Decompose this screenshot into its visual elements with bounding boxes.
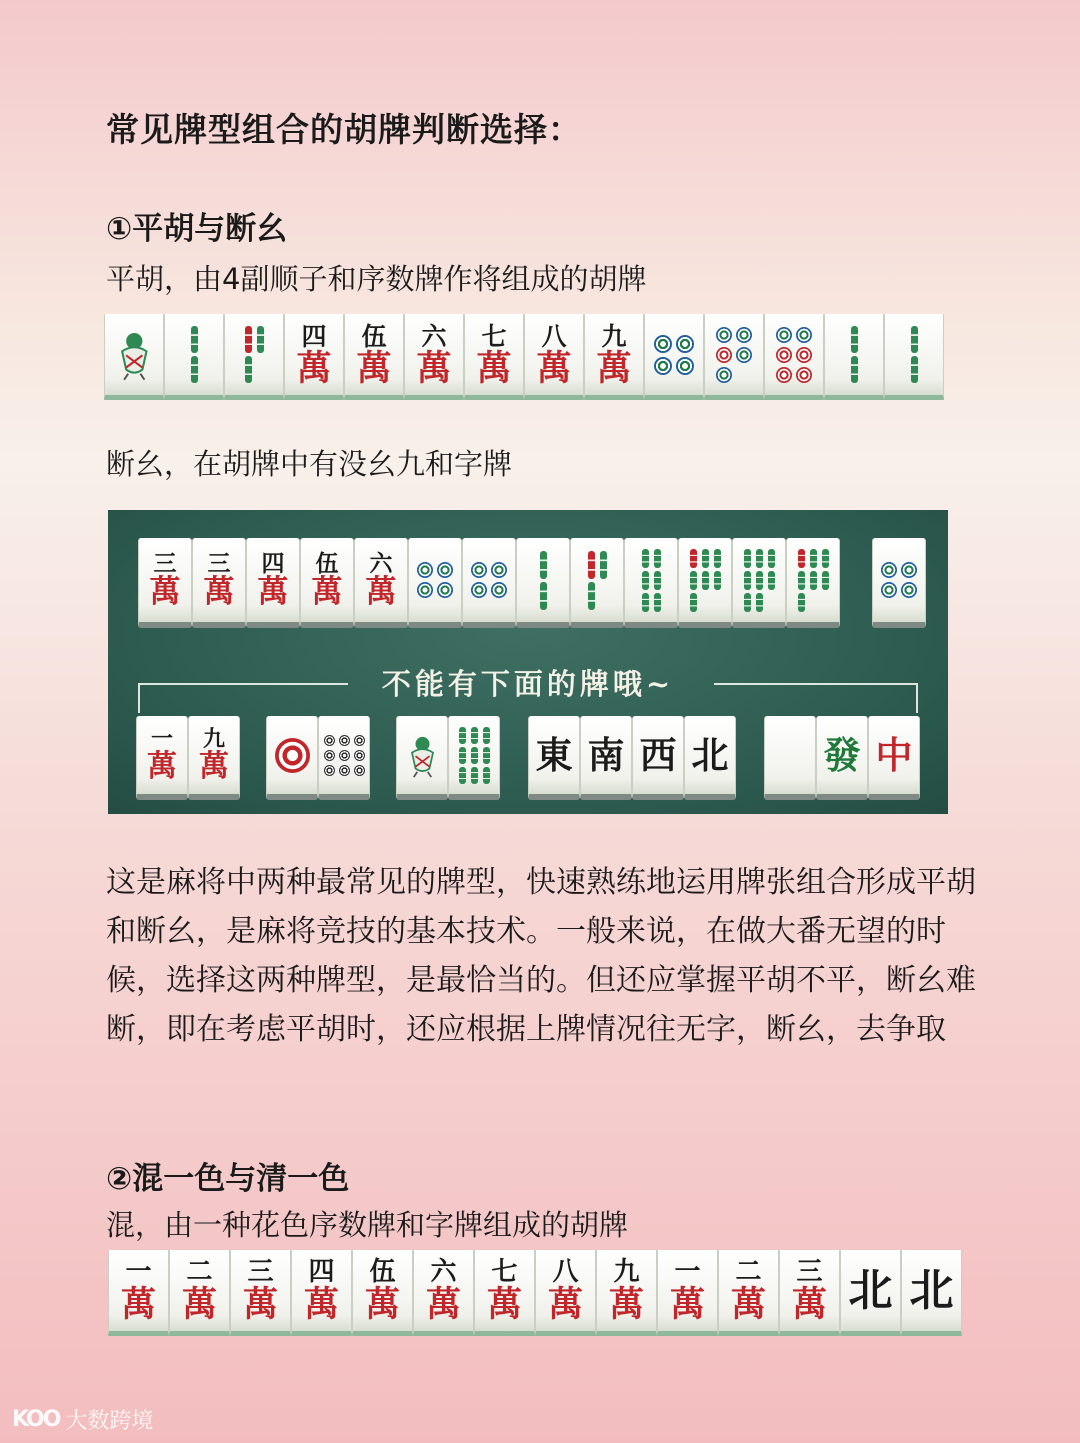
character-tile <box>464 314 524 400</box>
wan-character: 萬 <box>536 347 572 389</box>
dot-icon <box>491 582 507 598</box>
wan-character: 萬 <box>364 1284 400 1325</box>
dot-icon <box>736 327 752 343</box>
bamboo-stick-icon <box>702 571 709 590</box>
circle-tile <box>764 314 824 400</box>
bamboo-stick-icon <box>911 326 918 353</box>
circle-dots <box>324 735 365 776</box>
circle-dots <box>417 562 453 598</box>
honor-tile <box>840 1250 901 1336</box>
bamboo-stick-icon <box>798 593 805 612</box>
bamboo-stick-icon <box>690 593 697 612</box>
dot-icon <box>736 347 752 363</box>
wan-character: 萬 <box>303 1284 339 1325</box>
dot-icon <box>901 582 917 598</box>
bamboo-stick-icon <box>483 727 490 744</box>
dot-icon <box>324 765 335 776</box>
bamboo-stick-icon <box>191 326 198 353</box>
wan-character: 萬 <box>242 1284 278 1325</box>
bamboo-stick-icon <box>768 549 775 568</box>
bamboo-sticks <box>689 549 721 612</box>
honor-tile <box>816 716 868 800</box>
dot-icon <box>437 582 453 598</box>
bamboo-sticks <box>910 326 918 383</box>
dot-icon <box>676 357 694 375</box>
duanyao-winning-tile <box>872 538 926 628</box>
bamboo-stick-icon <box>245 326 252 353</box>
character-tile <box>284 314 344 400</box>
dot-icon <box>654 357 672 375</box>
dot-icon <box>354 750 365 761</box>
character-tile <box>596 1250 657 1336</box>
bamboo-stick-icon <box>471 727 478 744</box>
bamboo-stick-icon <box>540 582 547 610</box>
wan-character: 萬 <box>730 1284 766 1325</box>
circle-dots <box>654 335 694 375</box>
tile-number: 六 <box>430 1257 457 1287</box>
bamboo-tile <box>224 314 284 400</box>
bamboo-stick-icon <box>642 593 649 612</box>
circle-dots <box>881 562 917 598</box>
bamboo-sticks <box>743 549 775 612</box>
bamboo-stick-icon <box>690 571 697 590</box>
bamboo-stick-icon <box>471 767 478 784</box>
bamboo-sticks <box>458 727 490 784</box>
tile-number: 三 <box>207 550 231 577</box>
character-tile <box>404 314 464 400</box>
dot-icon <box>324 750 335 761</box>
bamboo-tile <box>884 314 944 400</box>
circle-tile <box>644 314 704 400</box>
wan-character: 萬 <box>311 574 343 610</box>
dot-icon <box>776 327 792 343</box>
circle-tile <box>266 716 318 800</box>
bamboo-stick-icon <box>483 767 490 784</box>
character-tile <box>657 1250 718 1336</box>
wan-character: 萬 <box>296 347 332 389</box>
bamboo-stick-icon <box>245 356 252 383</box>
honor-tile <box>868 716 920 800</box>
character-tile <box>779 1250 840 1336</box>
dot-icon <box>716 347 732 363</box>
duanyao-description: 断幺，在胡牌中有没幺九和字牌 <box>106 447 513 481</box>
circle-tile <box>318 716 370 800</box>
dot-icon <box>676 335 694 353</box>
bamboo-tile <box>164 314 224 400</box>
bamboo-stick-icon <box>459 727 466 744</box>
wan-character: 萬 <box>120 1284 156 1325</box>
bamboo-stick-icon <box>600 551 607 579</box>
circle-tile <box>462 538 516 628</box>
honor-character: 東 <box>535 732 573 777</box>
hunyise-tile-strip <box>108 1250 962 1336</box>
wan-character: 萬 <box>365 574 397 610</box>
dot-icon <box>339 750 350 761</box>
bamboo-stick-icon <box>459 747 466 764</box>
bamboo-stick-icon <box>744 549 751 568</box>
section2-heading: ②混一色与清一色 <box>106 1161 350 1197</box>
dot-icon <box>776 347 792 363</box>
wan-character: 萬 <box>608 1284 644 1325</box>
bamboo-sticks <box>244 326 264 383</box>
forbidden-group <box>764 716 920 800</box>
wan-character: 萬 <box>149 574 181 610</box>
forbidden-group <box>528 716 736 800</box>
bamboo-tile <box>786 538 840 628</box>
bamboo-tile <box>824 314 884 400</box>
tile-number: 八 <box>541 321 567 351</box>
tile-number: 六 <box>421 321 447 351</box>
dot-icon <box>339 765 350 776</box>
honor-character: 西 <box>639 732 677 777</box>
honor-tile <box>580 716 632 800</box>
dot-icon <box>491 562 507 578</box>
dot-icon <box>471 582 487 598</box>
wan-character: 萬 <box>486 1284 522 1325</box>
circle-dots <box>716 327 752 383</box>
character-tile <box>192 538 246 628</box>
tile-number: 三 <box>153 550 177 577</box>
character-tile <box>108 1250 169 1336</box>
watermark <box>12 1404 153 1435</box>
honor-character: 北 <box>909 1264 954 1316</box>
character-tile <box>344 314 404 400</box>
bamboo-tile <box>570 538 624 628</box>
tile-number: 九 <box>601 321 627 351</box>
character-tile <box>718 1250 779 1336</box>
tile-number: 九 <box>613 1257 640 1287</box>
circle-tile <box>408 538 462 628</box>
dot-icon <box>354 735 365 746</box>
character-tile <box>138 538 192 628</box>
bamboo-stick-icon <box>654 593 661 612</box>
honor-tile <box>632 716 684 800</box>
bamboo-sticks <box>641 549 661 612</box>
character-tile <box>169 1250 230 1336</box>
character-tile <box>524 314 584 400</box>
character-tile <box>584 314 644 400</box>
tile-number: 伍 <box>369 1257 396 1287</box>
bamboo-tile <box>624 538 678 628</box>
bamboo-stick-icon <box>810 571 817 590</box>
character-tile <box>188 716 240 800</box>
forbidden-group <box>396 716 500 800</box>
circle-tile <box>704 314 764 400</box>
bamboo-stick-icon <box>483 747 490 764</box>
bamboo-tile <box>448 716 500 800</box>
character-tile <box>352 1250 413 1336</box>
bamboo-stick-icon <box>756 593 763 612</box>
bamboo-tile <box>732 538 786 628</box>
dot-icon <box>776 367 792 383</box>
tile-number: 七 <box>491 1257 518 1287</box>
bamboo-stick-icon <box>642 571 649 590</box>
character-tile <box>535 1250 596 1336</box>
character-tile <box>413 1250 474 1336</box>
bamboo-stick-icon <box>744 571 751 590</box>
character-tile <box>300 538 354 628</box>
circle-dots <box>776 327 812 383</box>
bamboo-stick-icon <box>540 551 547 579</box>
honor-character: 南 <box>587 732 625 777</box>
bamboo-stick-icon <box>768 571 775 590</box>
tile-number: 七 <box>481 321 507 351</box>
bamboo-stick-icon <box>642 549 649 568</box>
bamboo-stick-icon <box>798 549 805 568</box>
hun-description: 混，由一种花色序数牌和字牌组成的胡牌 <box>106 1208 629 1242</box>
bamboo-stick-icon <box>471 747 478 764</box>
character-tile <box>291 1250 352 1336</box>
bamboo-stick-icon <box>810 549 817 568</box>
dot-icon <box>324 735 335 746</box>
honor-tile <box>901 1250 962 1336</box>
bamboo-stick-icon <box>911 356 918 383</box>
bamboo-stick-icon <box>588 582 595 610</box>
character-tile <box>354 538 408 628</box>
bamboo-stick-icon <box>257 326 264 353</box>
tile-number: 伍 <box>315 550 339 577</box>
dot-icon <box>796 327 812 343</box>
bamboo-tile <box>516 538 570 628</box>
dot-icon <box>881 582 897 598</box>
watermark-text: 大数跨境 <box>65 1409 154 1434</box>
honor-character: 北 <box>848 1264 893 1316</box>
dot-icon <box>901 562 917 578</box>
tile-number: 一 <box>125 1257 152 1287</box>
bamboo-sticks <box>797 549 829 612</box>
circle-dots <box>275 738 310 773</box>
forbidden-tiles-label: 不能有下面的牌哦~ <box>381 667 675 701</box>
bamboo-stick-icon <box>798 571 805 590</box>
wan-character: 萬 <box>547 1284 583 1325</box>
bamboo-stick-icon <box>588 551 595 579</box>
character-tile <box>136 716 188 800</box>
bamboo-stick-icon <box>822 571 829 590</box>
tile-number: 一 <box>150 726 173 752</box>
bamboo-stick-icon <box>822 549 829 568</box>
pinghu-tile-strip <box>104 314 944 400</box>
dot-icon <box>796 347 812 363</box>
honor-tile <box>684 716 736 800</box>
forbidden-group <box>136 716 240 800</box>
dot-icon <box>354 765 365 776</box>
duanyao-example-board <box>108 510 948 814</box>
honor-character: 北 <box>691 732 729 777</box>
tile-number: 三 <box>247 1257 274 1287</box>
tile-number: 四 <box>301 321 327 351</box>
bird-tile <box>396 716 448 800</box>
watermark-logo: KOO <box>12 1407 60 1432</box>
dot-icon <box>716 327 732 343</box>
dot-icon <box>654 335 672 353</box>
bamboo-stick-icon <box>191 356 198 383</box>
circle-tile <box>872 538 926 628</box>
explanation-paragraph: 这是麻将中两种最常见的牌型，快速熟练地运用牌张组合形成平胡和断幺，是麻将竞技的基本技术。一般来说，在做大番无望的时候，选择这两种牌型，是最恰当的。但还应掌握平胡不平，断幺难断，即在考虑平胡时，还应根据上牌情况往无字，断幺，去争取 <box>106 865 976 1047</box>
tile-number: 二 <box>186 1257 213 1287</box>
dot-icon <box>471 562 487 578</box>
forbidden-group <box>266 716 370 800</box>
honor-character: 中 <box>875 732 913 777</box>
tile-number: 三 <box>796 1257 823 1287</box>
circle-dots <box>471 562 507 598</box>
bamboo-tile <box>678 538 732 628</box>
bamboo-stick-icon <box>851 356 858 383</box>
section1-heading: ①平胡与断幺 <box>106 211 288 247</box>
dot-icon <box>881 562 897 578</box>
bamboo-stick-icon <box>654 549 661 568</box>
character-tile <box>230 1250 291 1336</box>
bamboo-stick-icon <box>851 326 858 353</box>
character-tile <box>246 538 300 628</box>
wan-character: 萬 <box>257 574 289 610</box>
bamboo-sticks <box>850 326 858 383</box>
duanyao-tile-row <box>138 538 840 628</box>
bamboo-stick-icon <box>459 767 466 784</box>
bamboo-sticks <box>539 551 547 610</box>
wan-character: 萬 <box>181 1284 217 1325</box>
tile-number: 六 <box>369 550 393 577</box>
wan-character: 萬 <box>147 749 177 784</box>
bamboo-stick-icon <box>702 549 709 568</box>
bamboo-stick-icon <box>756 549 763 568</box>
tile-number: 八 <box>552 1257 579 1287</box>
page-title: 常见牌型组合的胡牌判断选择： <box>106 110 582 149</box>
bird-icon <box>114 326 155 383</box>
wan-character: 萬 <box>476 347 512 389</box>
dot-icon <box>275 738 310 773</box>
dot-icon <box>417 582 433 598</box>
bamboo-stick-icon <box>714 549 721 568</box>
wan-character: 萬 <box>203 574 235 610</box>
bamboo-stick-icon <box>690 549 697 568</box>
wan-character: 萬 <box>416 347 452 389</box>
dot-icon <box>339 735 350 746</box>
dot-icon <box>716 367 732 383</box>
bird-icon <box>405 728 440 783</box>
dot-icon <box>437 562 453 578</box>
honor-tile <box>528 716 580 800</box>
tile-number: 伍 <box>361 321 387 351</box>
wan-character: 萬 <box>199 749 229 784</box>
honor-character: 發 <box>823 732 861 777</box>
tile-number: 四 <box>261 550 285 577</box>
wan-character: 萬 <box>596 347 632 389</box>
dot-icon <box>417 562 433 578</box>
pinghu-description: 平胡，由4副顺子和序数牌作将组成的胡牌 <box>106 262 647 296</box>
wan-character: 萬 <box>425 1284 461 1325</box>
white-dragon-tile <box>764 716 816 800</box>
bamboo-stick-icon <box>756 571 763 590</box>
tile-number: 四 <box>308 1257 335 1287</box>
tile-number: 二 <box>735 1257 762 1287</box>
bird-tile <box>104 314 164 400</box>
bamboo-sticks <box>587 551 607 610</box>
character-tile <box>474 1250 535 1336</box>
tile-number: 一 <box>674 1257 701 1287</box>
wan-character: 萬 <box>356 347 392 389</box>
bamboo-stick-icon <box>744 593 751 612</box>
dot-icon <box>796 367 812 383</box>
bamboo-sticks <box>190 326 198 383</box>
wan-character: 萬 <box>791 1284 827 1325</box>
bamboo-stick-icon <box>714 571 721 590</box>
wan-character: 萬 <box>669 1284 705 1325</box>
bamboo-stick-icon <box>654 571 661 590</box>
tile-number: 九 <box>202 726 225 752</box>
